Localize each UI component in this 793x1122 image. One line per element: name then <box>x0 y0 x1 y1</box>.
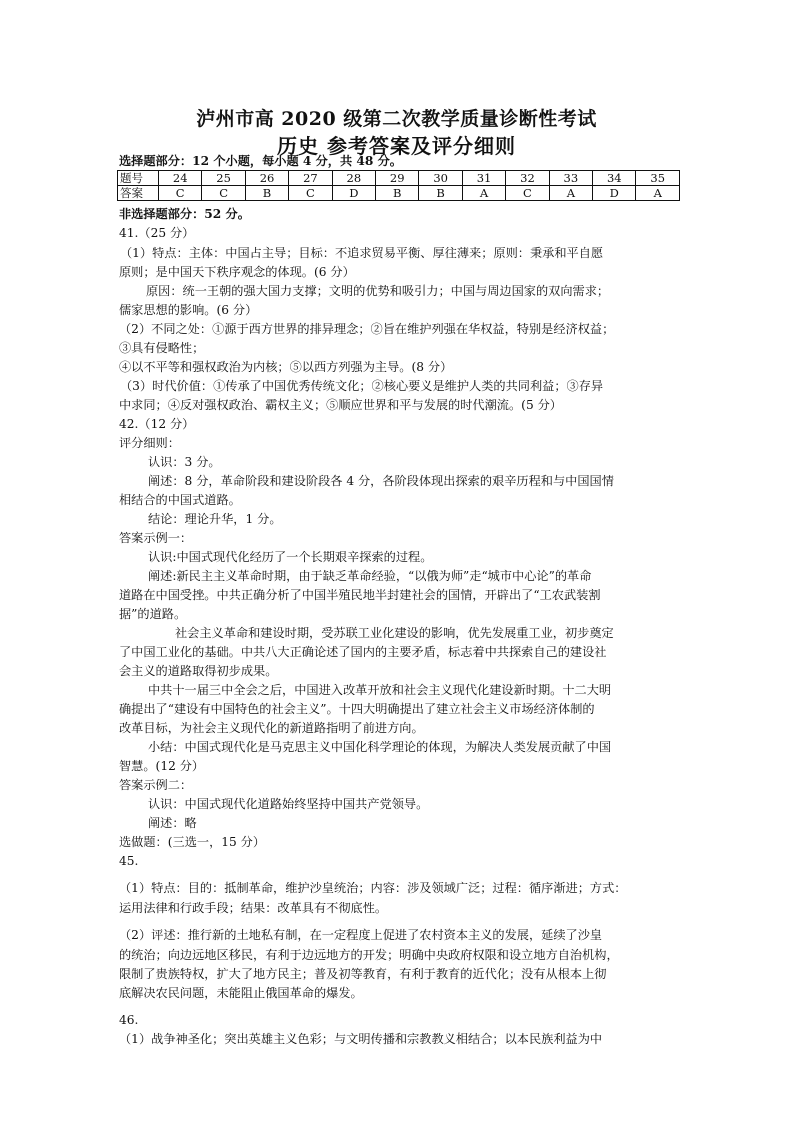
question-cell: 28 <box>332 171 375 186</box>
text-line: （1）特点：主体：中国占主导；目标：不追求贸易平衡、厚往薄来；原则：秉承和平自愿 <box>120 246 604 260</box>
text-line: 认识：3 分。 <box>148 455 221 469</box>
text-line: 社会主义革命和建设时期，受苏联工业化建设的影响，优先发展重工业，初步奠定 <box>175 626 614 640</box>
answer-cell: C <box>506 186 549 201</box>
text-line: 答案示例二： <box>119 778 193 792</box>
question-cell: 26 <box>245 171 288 186</box>
text-line: 46. <box>119 1013 139 1027</box>
text-line: 原因：统一王朝的强大国力支撑；文明的优势和吸引力；中国与周边国家的双向需求； <box>146 284 610 298</box>
document-title: 泸州市高 2020 级第二次教学质量诊断性考试 <box>196 108 597 130</box>
text-line: ④以不平等和强权政治为内核；⑤以西方列强为主导。(8 分） <box>119 360 453 374</box>
text-line: 运用法律和行政手段；结果：改革具有不彻底性。 <box>119 901 388 915</box>
answer-cell: B <box>376 186 419 201</box>
text-line: 选做题：(三选一，15 分） <box>119 835 266 849</box>
text-line: 中共十一届三中全会之后，中国进入改革开放和社会主义现代化建设新时期。十二大明 <box>148 683 612 697</box>
text-line: 阐述：8 分，革命阶段和建设阶段各 4 分，各阶段体现出探索的艰辛历程和与中国国情 <box>148 474 614 488</box>
answer-cell: A <box>549 186 592 201</box>
text-line: ③具有侵略性； <box>119 341 205 355</box>
text-line: 限制了贵族特权，扩大了地方民主；普及初等教育，有利于教育的近代化；没有从根本上彻 <box>119 967 607 981</box>
text-line: 答案示例一： <box>119 531 193 545</box>
answer-cell: D <box>332 186 375 201</box>
question-cell: 25 <box>202 171 245 186</box>
text-line: （1）特点：目的：抵制革命，维护沙皇统治；内容：涉及领域广泛；过程：循序渐进；方式： <box>119 881 627 895</box>
text-line: 据”的道路。 <box>119 607 187 621</box>
question-cell: 30 <box>419 171 462 186</box>
text-line: 评分细则： <box>119 436 180 450</box>
answer-cell: A <box>462 186 505 201</box>
text-line: （1）战争神圣化；突出英雄主义色彩；与文明传播和宗教教义相结合；以本民族利益为中 <box>119 1032 603 1046</box>
text-line: 了中国工业化的基础。中共八大正确论述了国内的主要矛盾，标志着中共探索自己的建设社 <box>119 645 607 659</box>
text-line: 道路在中国受挫。中共正确分析了中国半殖民地半封建社会的国情，开辟出了“工农武装割 <box>119 588 601 602</box>
answer-cell: B <box>245 186 288 201</box>
text-line: 阐述:新民主主义革命时期，由于缺乏革命经验，“以俄为师”走“城市中心论”的革命 <box>148 569 592 583</box>
question-cell: 29 <box>376 171 419 186</box>
text-line: （2）评述：推行新的土地私有制，在一定程度上促进了农村资本主义的发展，延续了沙皇 <box>119 928 603 942</box>
text-line: 认识：中国式现代化道路始终坚持中国共产党领导。 <box>148 797 429 811</box>
question-cell: 27 <box>289 171 332 186</box>
text-line: 中求同；④反对强权政治、霸权主义；⑤顺应世界和平与发展的时代潮流。(5 分） <box>119 398 562 412</box>
text-line: 原则；是中国天下秩序观念的体现。(6 分） <box>119 265 355 279</box>
answer-row <box>118 186 680 201</box>
question-cell: 24 <box>159 171 202 186</box>
text-line: 底解决农民问题，未能阻止俄国革命的爆发。 <box>119 986 363 1000</box>
answer-cell: C <box>159 186 202 201</box>
answer-cell: D <box>593 186 636 201</box>
text-line: 42.（12 分） <box>119 417 195 431</box>
row-label-question: 题号 <box>118 171 159 186</box>
question-cell: 31 <box>462 171 505 186</box>
question-cell: 34 <box>593 171 636 186</box>
text-line: 儒家思想的影响。(6 分） <box>119 303 258 317</box>
text-line: 小结：中国式现代化是马克思主义中国化科学理论的体现，为解决人类发展贡献了中国 <box>148 740 612 754</box>
text-line: （3）时代价值：①传承了中国优秀传统文化；②核心要义是维护人类的共同利益；③存异 <box>120 379 604 393</box>
text-line: （2）不同之处：①源于西方世界的排异理念；②旨在维护列强在华权益，特别是经济权益； <box>119 322 615 336</box>
text-line: 阐述：略 <box>148 816 197 830</box>
question-cell: 32 <box>506 171 549 186</box>
text-line: 的统治；向边远地区移民，有利于边远地方的开发；明确中央政府权限和设立地方自治机构， <box>119 948 619 962</box>
text-line: 相结合的中国式道路。 <box>119 493 241 507</box>
text-line: 会主义的道路取得初步成果。 <box>119 664 278 678</box>
text-line: 改革目标，为社会主义现代化的新道路指明了前进方向。 <box>119 721 424 735</box>
choice-section-heading: 选择题部分：12 个小题，每小题 4 分，共 48 分。 <box>119 154 402 168</box>
answer-table <box>117 170 680 201</box>
nonchoice-heading: 非选择题部分：52 分。 <box>119 207 250 221</box>
question-number-row <box>118 171 680 186</box>
text-line: 确提出了“建设有中国特色的社会主义”。十四大明确提出了建立社会主义市场经济体制的 <box>119 702 595 716</box>
answer-cell: C <box>289 186 332 201</box>
document-subtitle: 历史 参考答案及评分细则 <box>277 134 516 158</box>
answer-cell: C <box>202 186 245 201</box>
row-label-answer: 答案 <box>118 186 159 201</box>
question-cell: 33 <box>549 171 592 186</box>
text-line: 结论：理论升华，1 分。 <box>148 512 282 526</box>
text-line: 41.（25 分） <box>119 226 195 240</box>
text-line: 45. <box>119 854 139 868</box>
question-cell: 35 <box>636 171 680 186</box>
answer-cell: A <box>636 186 680 201</box>
text-line: 认识:中国式现代化经历了一个长期艰辛探索的过程。 <box>148 550 433 564</box>
answer-cell: B <box>419 186 462 201</box>
text-line: 智慧。(12 分） <box>119 759 205 773</box>
